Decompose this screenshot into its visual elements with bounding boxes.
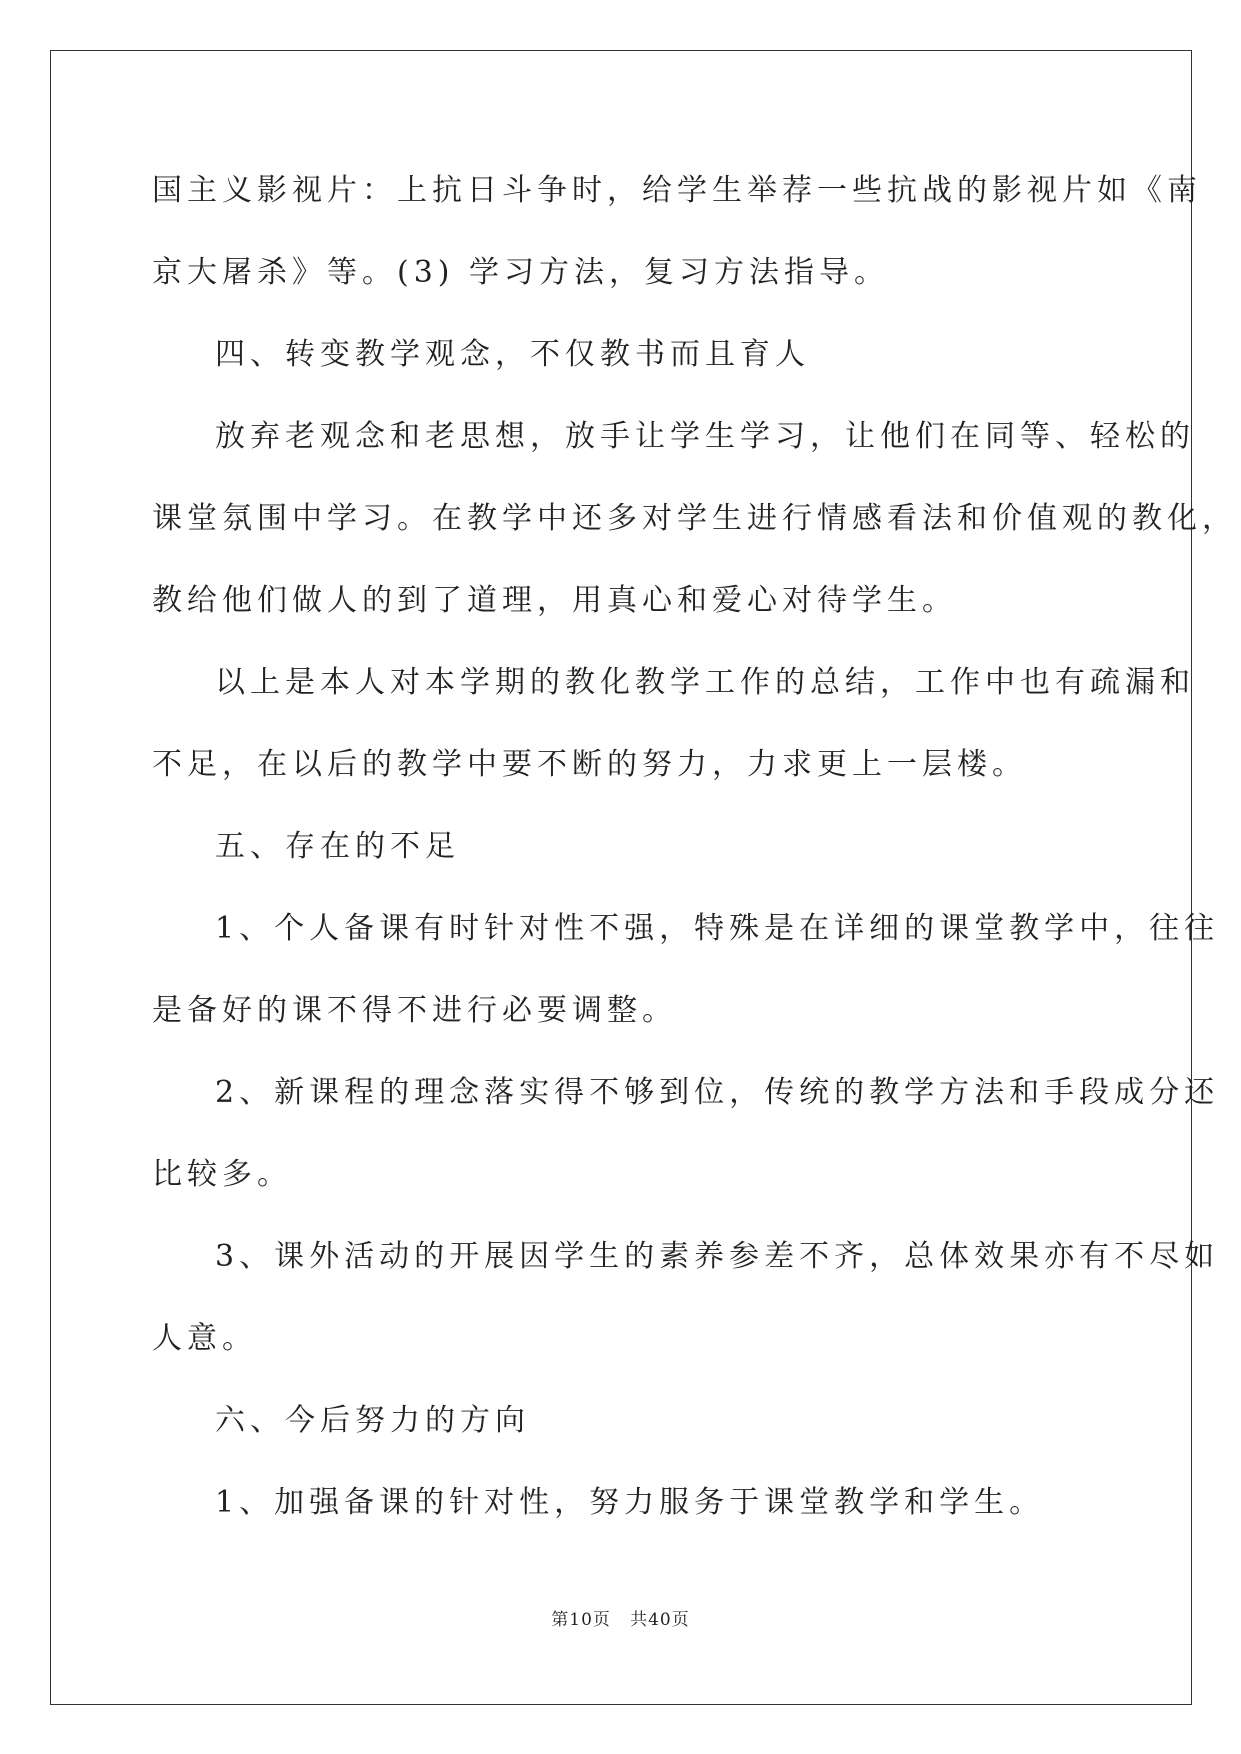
text-line: 课堂氛围中学习。在教学中还多对学生进行情感看法和价值观的教化， xyxy=(152,501,1237,536)
text-line: 不足，在以后的教学中要不断的努力，力求更上一层楼。 xyxy=(152,747,1027,782)
list-item: 2、新课程的理念落实得不够到位，传统的教学方法和手段成分还 xyxy=(215,1075,1220,1110)
section-heading: 六、今后努力的方向 xyxy=(215,1403,530,1438)
text-line: 人意。 xyxy=(152,1321,257,1356)
list-item: 1、个人备课有时针对性不强，特殊是在详细的课堂教学中，往往 xyxy=(215,911,1220,946)
section-heading: 五、存在的不足 xyxy=(215,829,460,864)
text-line: 教给他们做人的到了道理，用真心和爱心对待学生。 xyxy=(152,583,957,618)
list-item: 1、加强备课的针对性，努力服务于课堂教学和学生。 xyxy=(215,1485,1045,1520)
document-body xyxy=(152,150,1237,1544)
text-line: 京大屠杀》等。(3) 学习方法，复习方法指导。 xyxy=(152,255,890,290)
page-footer xyxy=(0,1605,1241,1630)
section-heading: 四、转变教学观念，不仅教书而且育人 xyxy=(215,337,810,372)
text-line: 放弃老观念和老思想，放手让学生学习，让他们在同等、轻松的 xyxy=(215,419,1195,454)
text-line: 是备好的课不得不进行必要调整。 xyxy=(152,993,677,1028)
text-line: 比较多。 xyxy=(152,1157,292,1192)
page-number: 第10页 共40页 xyxy=(551,1610,690,1630)
text-line: 国主义影视片：上抗日斗争时，给学生举荐一些抗战的影视片如《南 xyxy=(152,173,1202,208)
text-line: 以上是本人对本学期的教化教学工作的总结，工作中也有疏漏和 xyxy=(215,665,1195,700)
list-item: 3、课外活动的开展因学生的素养参差不齐，总体效果亦有不尽如 xyxy=(215,1239,1220,1274)
